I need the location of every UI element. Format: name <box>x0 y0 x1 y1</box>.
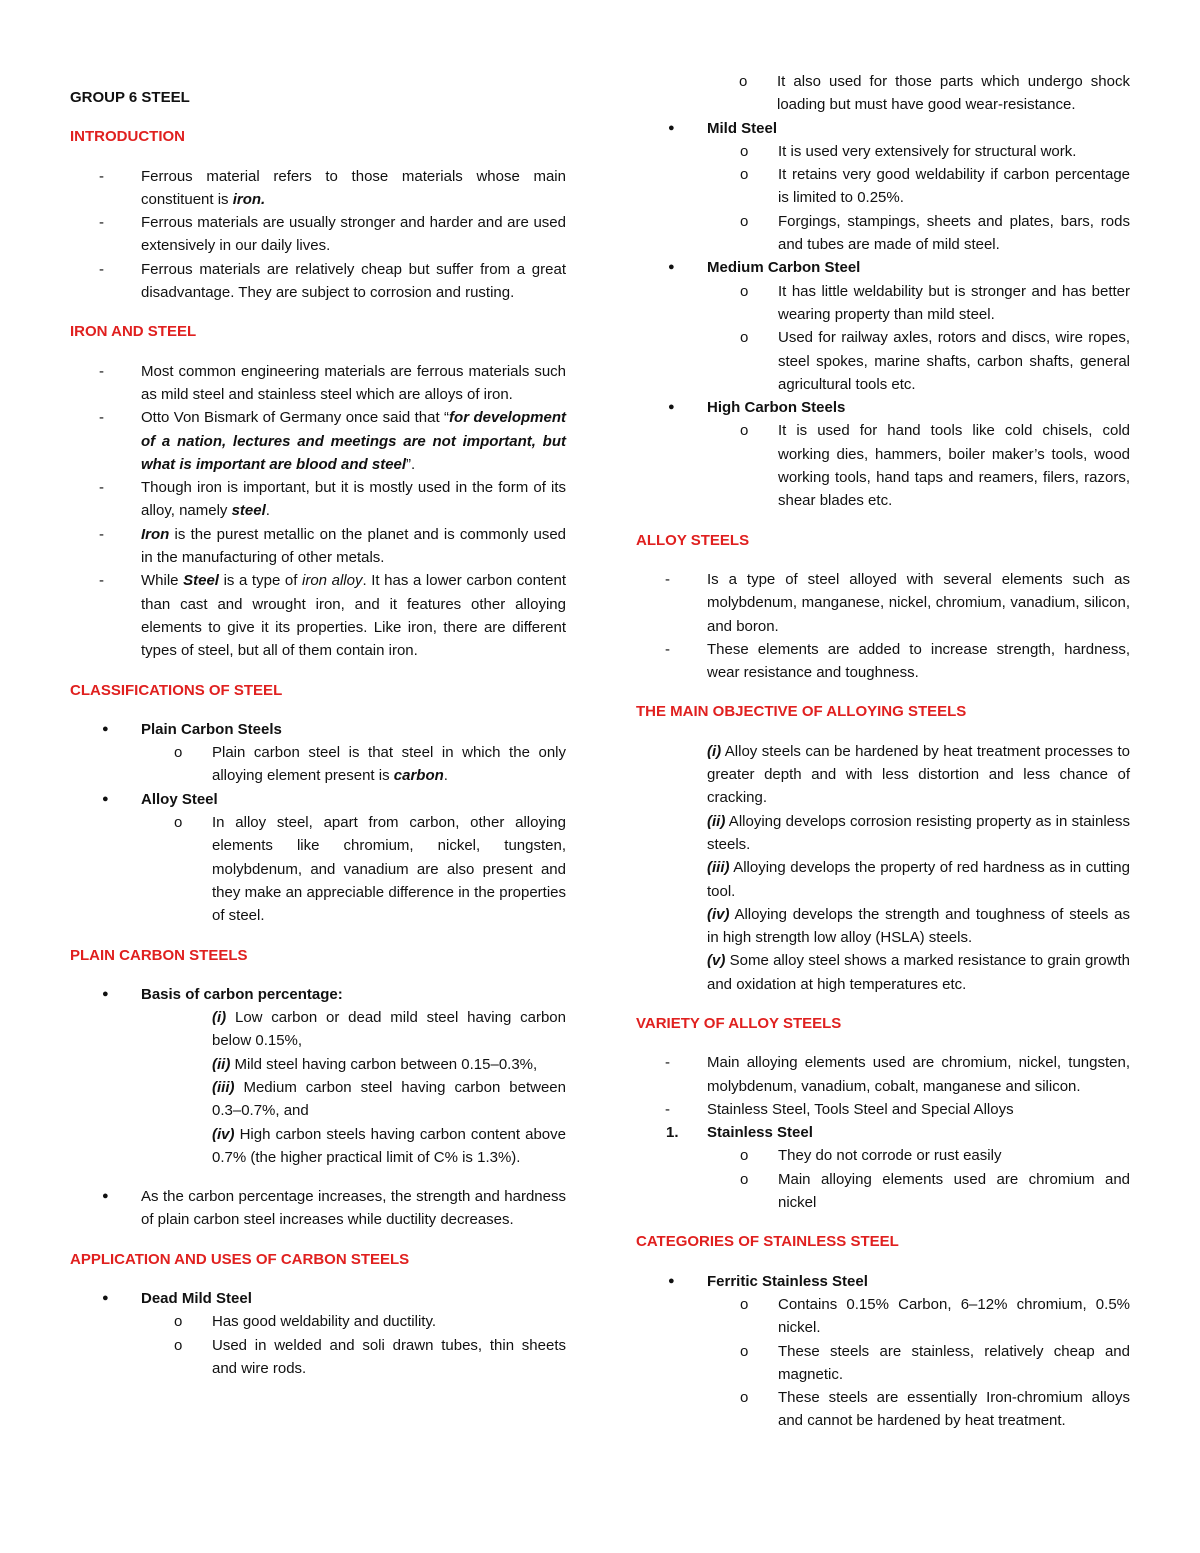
list-item: - Ferrous material refers to those materials whose main constituent is iron. <box>99 167 566 208</box>
list-item: 1. Stainless Steel o They do not corrode or rust easily o Main alloying elements used are chromium and nickel <box>636 1121 1130 1214</box>
list-item: - Stainless Steel, Tools Steel and Special Alloys <box>665 1100 1014 1118</box>
sub-list-item: o These steels are essentially Iron-chromium alloys and cannot be hardened by heat treatment. <box>740 1389 1130 1430</box>
sub-list-item: o These steels are stainless, relatively cheap and magnetic. <box>740 1342 1130 1383</box>
section-heading-variety: VARIETY OF ALLOY STEELS <box>636 1014 842 1032</box>
list-item: - These elements are added to increase strength, hardness, wear resistance and toughness. <box>665 640 1130 682</box>
list-item: - Most common engineering materials are ferrous materials such as mild steel and stainless steel which are alloys of iron. <box>99 362 566 403</box>
variety-numbered-list <box>636 1121 1130 1214</box>
list-item: ● Alloy Steel o In alloy steel, apart from carbon, other alloying elements like chromium, nickel, tungsten, molybdenum, and vanadium are also present and they make an appreciable difference in the properties of steel. <box>70 788 566 928</box>
list-item: ● High Carbon Steels o It is used for hand tools like cold chisels, cold working dies, hammers, boiler maker’s tools, wood working tools, hand taps and reamers, filers, razors, shear blades etc. <box>636 396 1130 512</box>
list-item: ● Plain Carbon Steels o Plain carbon steel is that steel in which the only alloying element present is carbon. <box>70 718 566 788</box>
list-item: - While Steel is a type of iron alloy. It has a lower carbon content than cast and wrought iron, and it features other alloying elements to give it its properties. Like iron, there are different types of steel, but all of them contain iron. <box>99 572 566 660</box>
list-item: ● Medium Carbon Steel o It has little weldability but is stronger and has better wearing property than mild steel. o Used for railway axles, rotors and discs, wire ropes, steel spokes, marine shafts, carbon shafts, general agricultural tools etc. <box>636 256 1130 396</box>
sub-list-item: o It is used very extensively for structural work. <box>740 142 1077 160</box>
right-column <box>636 70 1130 1433</box>
sub-list-item: o It retains very good weldability if carbon percentage is limited to 0.25%. <box>740 166 1130 207</box>
carbon-range-item: (iii) Medium carbon steel having carbon between 0.3–0.7%, and <box>212 1078 566 1120</box>
sub-list-item: o Used for railway axles, rotors and discs, wire ropes, steel spokes, marine shafts, carbon shafts, general agricultural tools etc. <box>740 329 1130 393</box>
applications-list-left <box>70 1287 566 1380</box>
sub-list-item: o Plain carbon steel is that steel in which the only alloying element present is carbon. <box>174 744 566 785</box>
sub-list-item: o Main alloying elements used are chromium and nickel <box>740 1170 1130 1212</box>
objective-list <box>636 740 1130 996</box>
sub-list-item: o It is used for hand tools like cold chisels, cold working dies, hammers, boiler maker’s tools, wood working tools, hand taps and reamers, filers, razors, shear blades etc. <box>740 422 1130 510</box>
list-item: ● Dead Mild Steel o Has good weldability and ductility. o Used in welded and soli drawn tubes, thin sheets and wire rods. <box>70 1287 566 1380</box>
list-item: - Iron is the purest metallic on the planet and is commonly used in the manufacturing of other metals. <box>99 525 566 567</box>
carbon-range-item: (iv) High carbon steels having carbon content above 0.7% (the higher practical limit of C% is 1.3%). <box>212 1125 566 1166</box>
section-heading-classifications: CLASSIFICATIONS OF STEEL <box>70 681 283 699</box>
introduction-list <box>70 165 566 305</box>
variety-list <box>636 1051 1130 1121</box>
applications-list-right <box>636 117 1130 513</box>
objective-item: (ii) Alloying develops corrosion resisting property as in stainless steels. <box>707 812 1130 853</box>
objective-item: (v) Some alloy steel shows a marked resistance to grain growth and oxidation at high temperatures etc. <box>707 952 1130 993</box>
list-item: ● Mild Steel o It is used very extensively for structural work. o It retains very good weldability if carbon percentage is limited to 0.25%. o Forgings, stampings, sheets and plates, bars, rods and tubes are made of mild steel. <box>636 117 1130 257</box>
list-item: - Otto Von Bismark of Germany once said that “for development of a nation, lectures and meetings are not important, but what is important are blood and steel”. <box>99 409 566 473</box>
plain-carbon-list <box>70 983 566 1169</box>
sub-list-item: o Contains 0.15% Carbon, 6–12% chromium, 0.5% nickel. <box>740 1295 1130 1337</box>
objective-item: (i) Alloy steels can be hardened by heat treatment processes to greater depth and with less distortion and less chance of cracking. <box>707 742 1130 807</box>
sub-list-item: o It also used for those parts which undergo shock loading but must have good wear-resistance. <box>739 73 1130 114</box>
sub-list-item: o Used in welded and soli drawn tubes, thin sheets and wire rods. <box>174 1336 566 1377</box>
section-heading-introduction: INTRODUCTION <box>70 128 185 146</box>
list-item: ● As the carbon percentage increases, the strength and hardness of plain carbon steel increases while ductility decreases. <box>102 1188 566 1229</box>
sub-list-item: o Forgings, stampings, sheets and plates, bars, rods and tubes are made of mild steel. <box>740 212 1130 254</box>
sub-list-item: o They do not corrode or rust easily <box>740 1147 1002 1165</box>
list-item: - Though iron is important, but it is mostly used in the form of its alloy, namely steel. <box>99 479 566 520</box>
objective-item: (iii) Alloying develops the property of red hardness as in cutting tool. <box>707 859 1130 900</box>
sub-list-item: o In alloy steel, apart from carbon, other alloying elements like chromium, nickel, tungsten, molybdenum, and vanadium are also present and they make an appreciable difference in the properties of steel. <box>174 814 566 925</box>
section-heading-plain-carbon-steels: PLAIN CARBON STEELS <box>70 946 248 964</box>
sub-list-item: o Has good weldability and ductility. <box>174 1313 437 1331</box>
list-item: ● Basis of carbon percentage: (i) Low carbon or dead mild steel having carbon below 0.15%, (ii) Mild steel having carbon between 0.15–0.3%, (iii) Medium carbon steel having carbon between 0.3–0.7%, and (iv) High carbon steels having carbon content above 0.7% (the higher practical limit of C% is 1.3%). <box>70 983 566 1169</box>
stainless-list <box>636 1270 1130 1433</box>
section-heading-main-objective: THE MAIN OBJECTIVE OF ALLOYING STEELS <box>636 703 967 721</box>
carbon-range-item: (ii) Mild steel having carbon between 0.15–0.3%, <box>212 1055 538 1073</box>
section-heading-alloy-steels: ALLOY STEELS <box>636 531 750 549</box>
section-heading-iron-and-steel: IRON AND STEEL <box>70 323 197 341</box>
section-heading-applications: APPLICATION AND USES OF CARBON STEELS <box>70 1250 410 1268</box>
list-item: - Is a type of steel alloyed with several elements such as molybdenum, manganese, nickel, chromium, vanadium, silicon, and boron. <box>665 570 1130 635</box>
iron-steel-list <box>70 360 566 663</box>
list-item: - Ferrous materials are usually stronger and harder and are used extensively in our daily lives. <box>99 214 566 255</box>
alloy-steels-list <box>636 568 1130 684</box>
classifications-list <box>70 718 566 928</box>
list-item: - Main alloying elements used are chromium, nickel, tungsten, molybdenum, vanadium, cobalt, manganese and silicon. <box>665 1054 1130 1095</box>
left-column <box>70 86 566 1380</box>
list-item: ● Ferritic Stainless Steel o Contains 0.15% Carbon, 6–12% chromium, 0.5% nickel. o These steels are stainless, relatively cheap and magnetic. o These steels are essentially Iron-chromium alloys and cannot be hardened by heat treatment. <box>636 1270 1130 1433</box>
carbon-range-item: (i) Low carbon or dead mild steel having carbon below 0.15%, <box>212 1009 566 1050</box>
document-title: GROUP 6 STEEL <box>70 89 190 106</box>
sub-list-item: o It has little weldability but is stronger and has better wearing property than mild steel. <box>740 282 1130 323</box>
objective-item: (iv) Alloying develops the strength and toughness of steels as in high strength low alloy (HSLA) steels. <box>707 905 1130 947</box>
list-item: - Ferrous materials are relatively cheap but suffer from a great disadvantage. They are subject to corrosion and rusting. <box>99 260 566 302</box>
section-heading-stainless-categories: CATEGORIES OF STAINLESS STEEL <box>636 1233 899 1251</box>
